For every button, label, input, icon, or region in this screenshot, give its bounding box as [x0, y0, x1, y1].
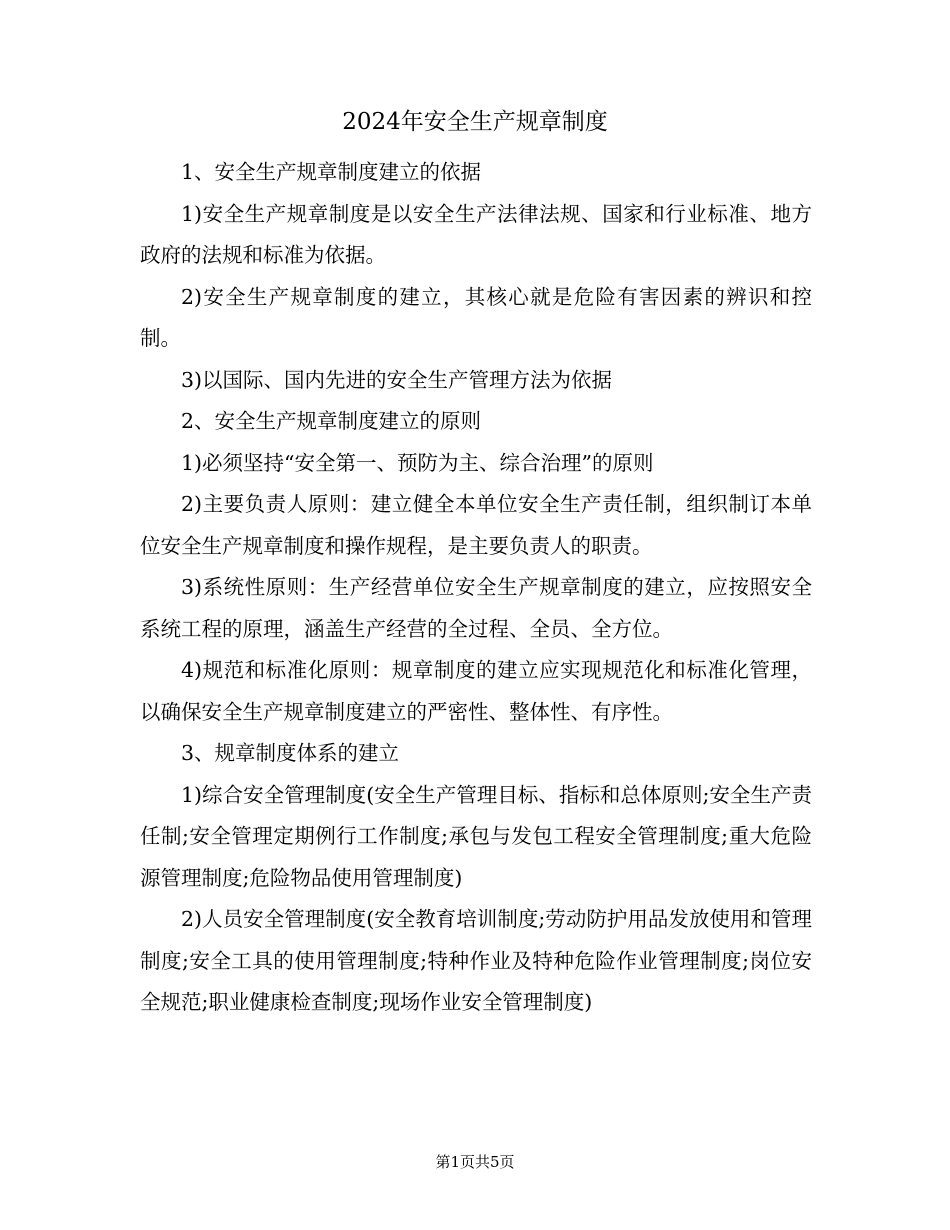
page-indicator: 第1页共5页 — [435, 1153, 515, 1171]
paragraph: 2)人员安全管理制度(安全教育培训制度;劳动防护用品发放使用和管理制度;安全工具的使用管理制度;特种作业及特种危险作业管理制度;岗位安全规范;职业健康检查制度;现场作业安全管理制度) — [140, 907, 812, 1014]
document-body — [140, 152, 812, 1024]
paragraph: 2)安全生产规章制度的建立，其核心就是危险有害因素的辨识和控制。 — [140, 284, 812, 350]
section-heading-principles: 2、安全生产规章制度建立的原则 — [181, 409, 482, 433]
paragraph: 3)以国际、国内先进的安全生产管理方法为依据 — [181, 367, 613, 392]
page-title: 2024年安全生产规章制度 — [342, 109, 608, 135]
paragraph: 1)综合安全管理制度(安全生产管理目标、指标和总体原则;安全生产责任制;安全管理定期例行工作制度;承包与发包工程安全管理制度;重大危险源管理制度;危险物品使用管理制度) — [140, 782, 812, 890]
paragraph: 1)安全生产规章制度是以安全生产法律法规、国家和行业标准、地方政府的法规和标准为依据。 — [140, 201, 812, 267]
paragraph: 4)规范和标准化原则：规章制度的建立应实现规范化和标准化管理，以确保安全生产规章制度建立的严密性、整体性、有序性。 — [140, 658, 812, 724]
section-heading-system: 3、规章制度体系的建立 — [181, 741, 400, 765]
section-heading-basis: 1、安全生产规章制度建立的依据 — [181, 160, 482, 184]
paragraph: 2)主要负责人原则：建立健全本单位安全生产责任制，组织制订本单位安全生产规章制度和操作规程，是主要负责人的职责。 — [140, 492, 812, 558]
paragraph: 1)必须坚持“安全第一、预防为主、综合治理”的原则 — [181, 450, 654, 475]
paragraph: 3)系统性原则：生产经营单位安全生产规章制度的建立，应按照安全系统工程的原理，涵盖生产经营的全过程、全员、全方位。 — [140, 575, 812, 641]
